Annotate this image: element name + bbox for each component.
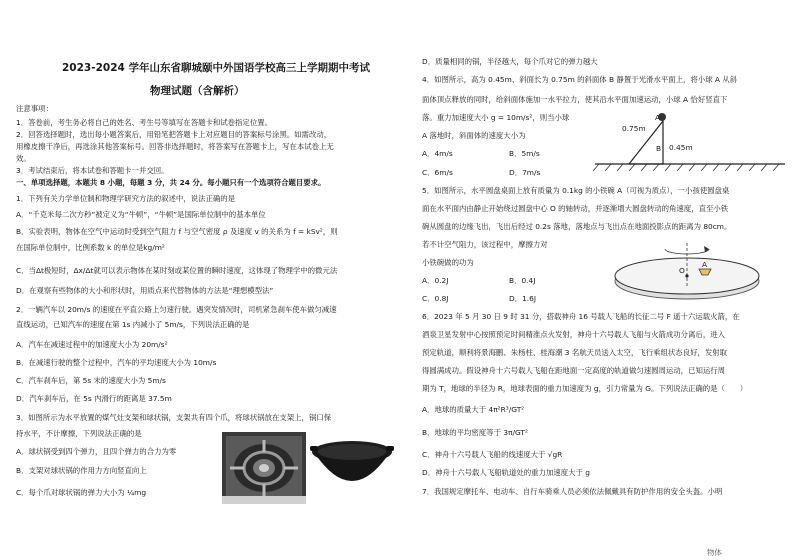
notice-heading: 注意事项： [16,104,53,113]
q4-option-b: B．5m/s [509,149,540,158]
q1-option-b: B．实验表明，物体在空气中运动时受到空气阻力 f 与空气密度 ρ 及速度 v 的关系为 f = kSv²，则 [16,227,338,236]
q1-stem: 1．下列有关力学单位制和物理学研究方法的叙述中，说法正确的是 [16,194,236,203]
q5-option-b: B．0.4J [509,276,536,285]
q1-option-b-cont: 在国际单位制中，比例系数 k 的单位是kg/m² [16,243,165,252]
center-o-label: O [679,266,685,275]
q4-stem: 4．如图所示，高为 0.45m、斜面长为 0.75m 的斜面体 B 静置于光滑水平面上，将小球 A 从斜 [422,75,738,84]
section-heading: 一、单项选择题，本题共 8 小题，每题 3 分，共 24 分。每小题只有一个选项符合题目要求。 [16,178,326,187]
turntable-diagram [607,243,767,305]
q3-option-b: B．支架对球状锅的作用力方向竖直向上 [16,466,147,475]
q2-option-a: A．汽车在减速过程中的加速度大小为 20m/s² [16,340,168,349]
q3-option-a: A．球状锅受到四个弹力，且四个弹力的合力为零 [16,447,177,456]
page-title: 2023-2024 学年山东省聊城颐中外国语学校高三上学期期中考试 [62,62,370,74]
q4-option-a: A．4m/s [422,149,453,158]
q3-option-c: C．每个爪对球状锅的弹力大小为 ¼mg [16,488,147,497]
page-footer: 物体 [707,548,722,557]
notice-line: 效。 [16,154,31,163]
incline-slope-label: 0.75m [622,124,646,133]
q4-stem-cont: A 落地时，斜面体的速度大小为 [422,131,526,140]
block-b-label: B [656,144,662,153]
q4-option-d: D．7m/s [509,168,541,177]
q5-stem-cont: 碗从圆盘的边缘飞出，飞出后经过 0.2s 落地，落地点与飞出点在地面投影点的距离为 80cm。 [422,222,732,231]
q1-option-a: A．“千克米每二次方秒”被定义为“牛顿”，“牛顿”是国际单位制中的基本单位 [16,210,266,219]
q3-stem-cont: 持水平，不计摩擦，下列说法正确的是 [16,429,142,438]
q1-option-c: C．当Δt极短时，Δx/Δt就可以表示物体在某时刻或某位置的瞬时速度，这体现了物理学中的微元法 [16,266,338,275]
q6-stem: 6．2023 年 5 月 30 日 9 时 31 分，搭载神舟 16 号载人飞船的长征二号 F 遥十六运载火箭，在 [422,312,740,321]
q6-option-a: A．地球的质量大于 4π²R³/GT² [422,405,525,414]
q6-option-c: C．神舟十六号载人飞船的线速度大于 √gR [422,450,563,459]
q5-option-a: A．0.2J [422,276,449,285]
q6-stem-cont: 期为 T，地球的半径为 R，地球表面的重力加速度为 g，引力常量为 G。下列说法正确的是（ ） [422,384,748,393]
q5-option-d: D．1.6J [509,294,537,303]
bowl-a-label: A [702,260,708,269]
q4-option-c: C．6m/s [422,168,453,177]
wok-illustration [310,438,394,498]
q6-stem-cont: 得圆满成功。假设神舟十六号载人飞船在距地面一定高度的轨道做匀速圆周运动，已知运行周 [422,366,726,375]
q2-option-c: C．汽车刹车后，第 5s 末的速度大小为 5m/s [16,376,166,385]
notice-line: 1．答卷前，考生务必将自己的姓名、考生号等填写在答题卡和试卷指定位置。 [16,118,272,127]
incline-diagram [589,108,789,174]
q2-option-d: D．汽车刹车后，在 5s 内滑行的距离是 37.5m [16,394,172,403]
notice-line: 3．考试结束后，将本试卷和答题卡一并交回。 [16,166,169,175]
incline-height-label: 0.45m [669,143,693,152]
q4-stem-cont: 面体顶点释放的同时，给斜面体施加一水平拉力，使其沿水平面加速运动，小球 A 恰好竖直下 [422,95,728,104]
q5-option-c: C．0.8J [422,294,449,303]
notice-line: 用橡皮擦干净后，再选涂其他答案标号。回答非选择题时，将答案写在答题卡上，写在本试卷上无 [16,142,334,151]
notice-line: 2．回答选择题时，选出每小题答案后，用铅笔把答题卡上对应题目的答案标号涂黑。如需改动， [16,130,332,139]
q4-stem-cont: 落。重力加速度大小 g = 10m/s²，则当小球 [422,113,570,122]
q5-stem-cont: 若不计空气阻力，该过程中，摩擦力对 [422,240,548,249]
gas-stove-illustration [222,432,306,504]
q5-stem-cont: 面在水平面内由静止开始绕过圆盘中心 O 的轴转动，并逐渐增大圆盘转动的角速度，直至小铁 [422,204,729,213]
q6-stem-cont: 酒泉卫星发射中心按照预定时间精准点火发射，神舟十六号载人飞船与火箭成功分离后，进入 [422,330,726,339]
q3-stem: 3．如图所示为水平放置的煤气灶支架和球状锅，支架共有四个爪，将球状锅放在支架上，锅口保 [16,413,332,422]
q5-stem-cont: 小铁碗做的功为 [422,258,474,267]
q1-option-d: D．在观察有些物体的大小和形状时，用质点来代替物体的方法是“理想模型法” [16,286,274,295]
q2-stem: 2．一辆汽车以 20m/s 的速度在平直公路上匀速行驶。遇突发情况时，司机紧急刹车使车做匀减速 [16,305,337,314]
q5-stem: 5．如图所示，水平圆盘桌面上放有质量为 0.1kg 的小铁碗 A（可视为质点），一小孩使圆盘桌 [422,186,730,195]
q7-stem: 7．我国规定摩托车、电动车、自行车骑乘人员必须依法佩戴具有防护作用的安全头盔。小明 [422,487,723,496]
q6-option-b: B．地球的平均密度等于 3π/GT² [422,428,528,437]
page-subtitle: 物理试题（含解析） [150,85,245,97]
q6-option-d: D．神舟十六号载人飞船轨道处的重力加速度大于 g [422,468,590,477]
q3-option-d: D．质量相同的锅，半径越大，每个爪对它的弹力越大 [422,57,598,66]
q2-stem-cont: 直线运动，已知汽车的速度在第 1s 内减小了 5m/s，下列说法正确的是 [16,320,250,329]
q6-stem-cont: 预定轨道，顺利将景海鹏、朱杨柱、桂海潮 3 名航天员送入太空，飞行乘组状态良好，发射取 [422,348,728,357]
q2-option-b: B．在减速行驶的整个过程中，汽车的平均速度大小为 10m/s [16,358,217,367]
ball-a-label: A [655,113,661,122]
